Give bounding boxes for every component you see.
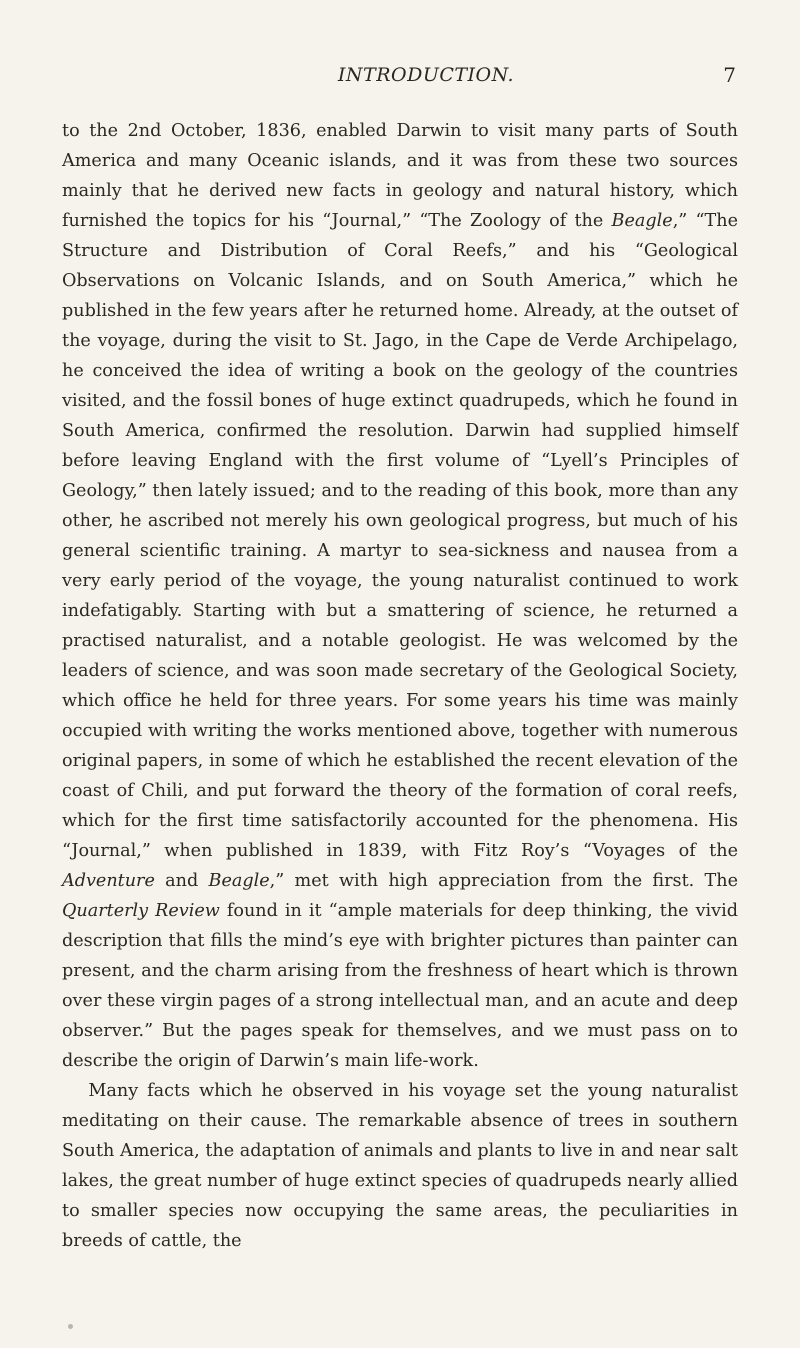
text-run: ,” “The Structure and Distribution of Coral Reefs,” and his “Geological Observations on Volcanic Islands, and on South America,” which he published in the few years after he returned home. Already, at the outset of the voyage, during the visit to St. Jago, in the Cape de Verde Archipelago, he conceived the idea of writing a book on the geology of the countries visited, and the fossil bones of huge extinct quadrupeds, which he found in South America, confirmed the resolution. Darwin had supplied himself before leaving England with the first volume of “Lyell’s Principles of Geology,” then lately issued; and to the reading of this book, more than any other, he ascribed not merely his own geological progress, but much of his general scientific training. A martyr to sea-sickness and nausea from a very early period of the voyage, the young naturalist continued to work indefatigably. Starting with but a smattering of science, he returned a practised naturalist, and a notable geologist. He was welcomed by the leaders of science, and was soon made secretary of the Geological Society, which office he held for three years. For some years his time was mainly occupied with writing the works mentioned above, together with numerous original papers, in some of which he established the recent elevation of the coast of Chili, and put forward the theory of the formation of coral reefs, which for the first time satisfactorily accounted for the phenomena. His “Journal,” when published in 1839, with Fitz Roy’s “Voyages of the [62, 211, 738, 861]
paragraph [62, 116, 738, 1076]
text-run: Many facts which he observed in his voyage set the young naturalist meditating on their cause. The remarkable absence of trees in southern South America, the adaptation of animals and plants to live in and near salt lakes, the great number of huge extinct species of quadrupeds nearly allied to smaller species now occupying the same areas, the peculiarities in breeds of cattle, the [62, 1081, 738, 1251]
italic-title: Beagle [611, 211, 673, 231]
body-text [62, 116, 738, 1256]
text-run: ,” met with high appreciation from the first. The [269, 871, 738, 891]
italic-title: Adventure [62, 871, 155, 891]
text-run: found in it “ample materials for deep thinking, the vivid description that fills the mind’s eye with brighter pictures than painter can present, and the charm arising from the freshness of heart which is thrown over these virgin pages of a strong intellectual man, and an acute and deep observer.” But the pages speak for themselves, and we must pass on to describe the origin of Darwin’s main life-work. [62, 901, 738, 1071]
paragraph [62, 1076, 738, 1256]
page-header [116, 62, 736, 92]
italic-title: Beagle [208, 871, 270, 891]
text-run: to the 2nd October, 1836, enabled Darwin to visit many parts of South America and many Oceanic islands, and it was from these two sources mainly that he derived new facts in geology and natural history, which furnished the topics for his “Journal,” “The Zoology of the [62, 121, 738, 231]
ink-speck [68, 1324, 73, 1329]
running-head: INTRODUCTION. [337, 64, 515, 86]
italic-title: Quarterly Review [62, 901, 220, 921]
page-number: 7 [723, 63, 736, 87]
text-run: and [154, 871, 209, 891]
